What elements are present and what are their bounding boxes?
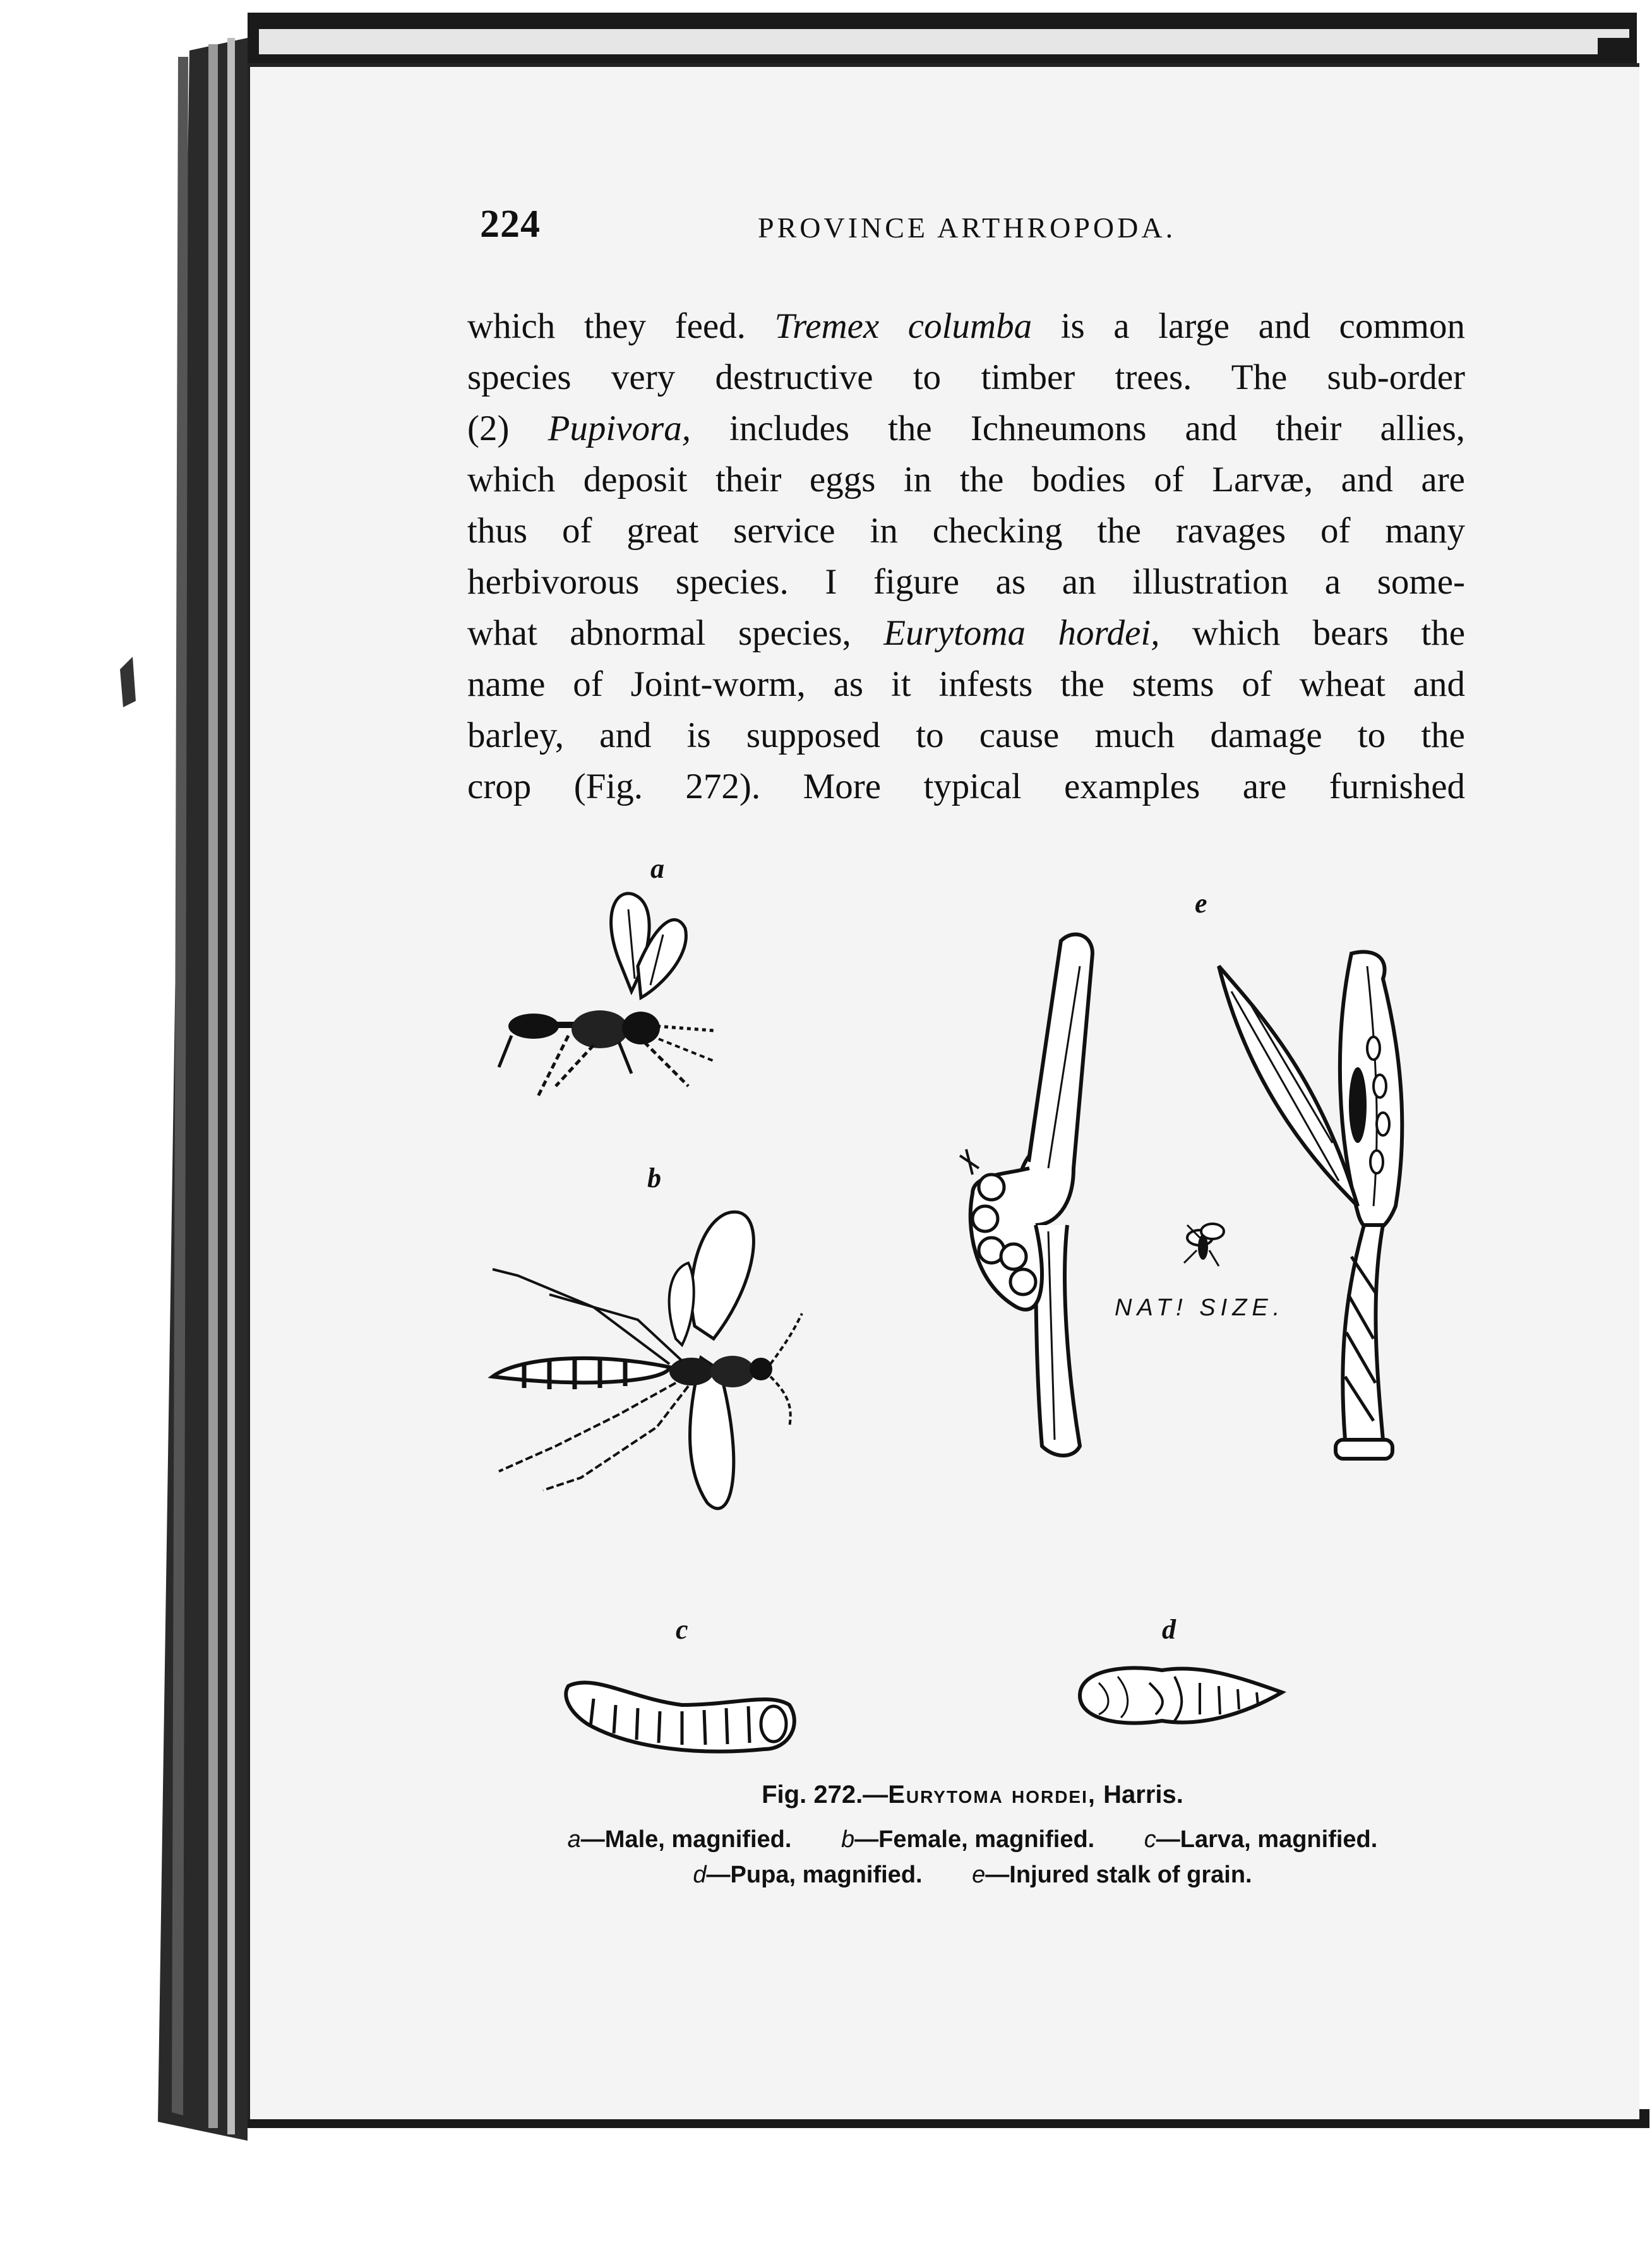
text-line: name of Joint-worm, as it infests the stems of wheat and [467, 664, 1465, 704]
text-line: barley, and is supposed to cause much damage to the [467, 715, 1465, 755]
caption-title: Fig. 272.—Eurytoma hordei, Harris. [762, 1781, 1183, 1809]
text-line: which they feed. Tremex columba is a large and common [467, 306, 1466, 346]
text-line: (2) Pupivora, includes the Ichneumons and their allies, [467, 409, 1465, 448]
pupa-illustration [1074, 1658, 1288, 1733]
text-line: species very destructive to timber trees. The sub-order [467, 357, 1465, 397]
running-head [480, 202, 1427, 278]
fig-label-b: b [647, 1163, 661, 1193]
male-wasp-illustration [474, 884, 777, 1111]
legend-item-d: d—Pupa, magnified. [693, 1862, 923, 1888]
larva-illustration [556, 1661, 802, 1762]
page-number: 224 [480, 203, 541, 246]
injured-stalk-right-illustration [1212, 941, 1440, 1484]
legend-item-b: b—Female, magnified. [841, 1826, 1095, 1853]
text-line: herbivorous species. I figure as an illustration a some- [467, 562, 1465, 602]
caption-legend [480, 1822, 1465, 1893]
text-line: which deposit their eggs in the bodies of Larvæ, and are [467, 460, 1465, 499]
fig-label-d: d [1162, 1614, 1176, 1645]
fig-label-a: a [650, 853, 664, 884]
legend-item-c: c—Larva, magnified. [1144, 1826, 1378, 1853]
legend-item-e: e—Injured stalk of grain. [972, 1862, 1252, 1888]
running-title: PROVINCE ARTHROPODA. [758, 212, 1176, 244]
figure-caption [480, 1781, 1465, 1893]
injured-stalk-left-illustration [947, 928, 1149, 1484]
body-paragraph [467, 301, 1465, 812]
text-line: thus of great service in checking the ravages of many [467, 511, 1465, 551]
nat-size-label: NAT! SIZE. [1115, 1295, 1285, 1321]
fig-label-e: e [1195, 888, 1207, 919]
female-wasp-illustration [480, 1200, 808, 1553]
text-line: what abnormal species, Eurytoma hordei, which bears the [467, 613, 1465, 653]
fig-label-c: c [676, 1614, 688, 1645]
text-line: crop (Fig. 272). More typical examples are furnished [467, 767, 1465, 806]
legend-item-a: a—Male, magnified. [567, 1826, 792, 1853]
